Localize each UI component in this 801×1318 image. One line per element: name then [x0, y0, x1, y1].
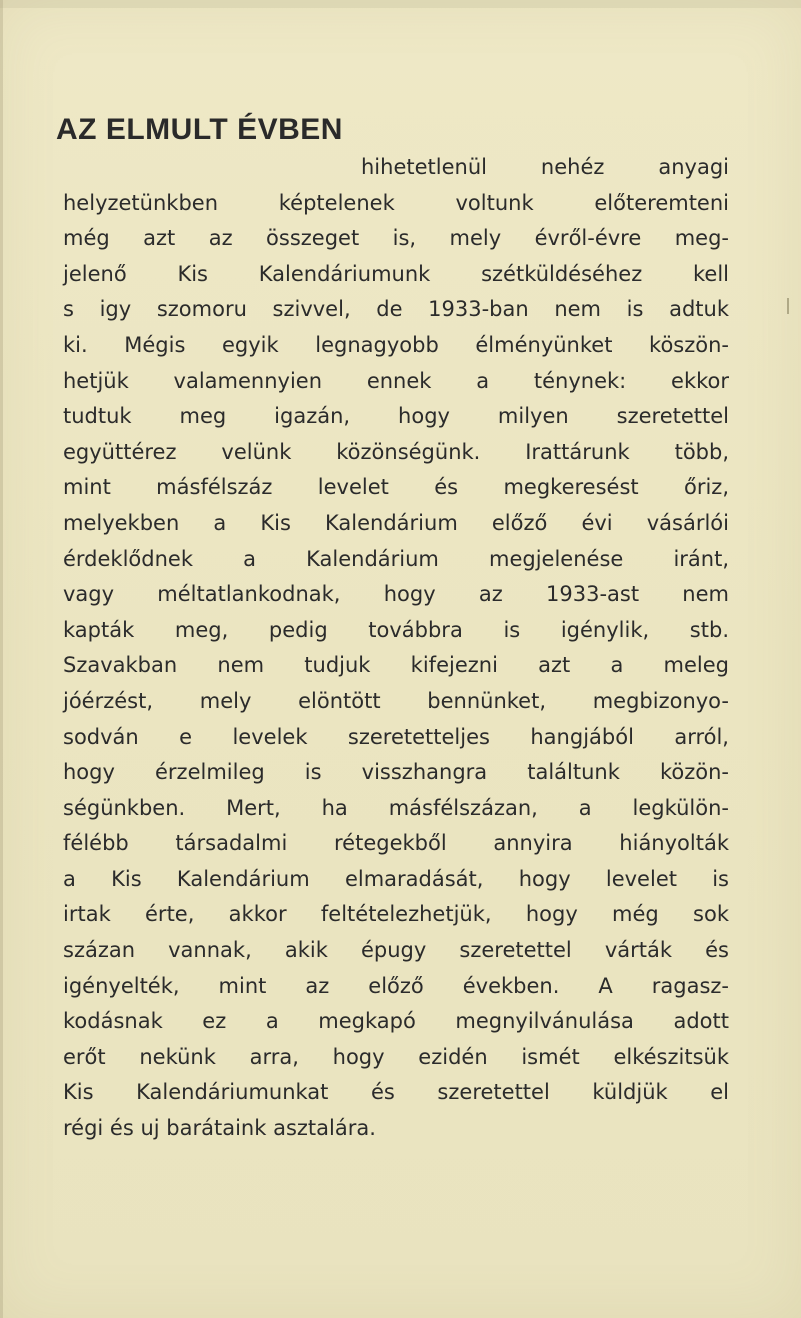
section-heading: AZ ELMULT ÉVBEN — [56, 113, 343, 146]
text-line: hihetetlenül nehéz anyagi — [361, 155, 729, 179]
text-line: ségünkben. Mert, ha másfélszázan, a legkülön- — [63, 795, 729, 820]
text-line: irtak érte, akkor feltételezhetjük, hogy még sok — [63, 902, 729, 927]
text-line: jelenő Kis Kalendáriumunk szétküldéséhez kell — [63, 261, 729, 286]
text-line: melyekben a Kis Kalendárium előző évi vásárlói — [63, 510, 729, 535]
text-line: félébb társadalmi rétegekből annyira hiányolták — [63, 831, 729, 856]
text-line: sodván e levelek szeretetteljes hangjából arról, — [63, 724, 729, 749]
text-line: hetjük valamennyien ennek a ténynek: ekkor — [63, 368, 729, 393]
text-line: még azt az összeget is, mely évről-évre meg- — [63, 226, 729, 251]
text-line: vagy méltatlankodnak, hogy az 1933-ast nem — [63, 582, 729, 607]
text-line: hogy érzelmileg is visszhangra találtunk közön- — [63, 760, 729, 785]
page-left-edge — [0, 0, 3, 1318]
text-line: jóérzést, mely elöntött bennünket, megbizonyo- — [63, 688, 729, 713]
text-line: helyzetünkben képtelenek voltunk előteremteni — [63, 190, 729, 215]
text-line: érdeklődnek a Kalendárium megjelenése iránt, — [63, 546, 729, 571]
text-line: ki. Mégis egyik legnagyobb élményünket köszön- — [63, 332, 729, 357]
text-line: régi és uj barátaink asztalára. — [63, 1116, 376, 1141]
text-line: együttérez velünk közönségünk. Irattárunk több, — [63, 439, 729, 464]
text-line: s igy szomoru szivvel, de 1933-ban nem is adtuk — [63, 297, 729, 322]
text-line: erőt nekünk arra, hogy ezidén ismét elkészitsük — [63, 1044, 729, 1069]
page-top-edge — [0, 0, 801, 8]
text-line: Kis Kalendáriumunkat és szeretettel küldjük el — [63, 1080, 729, 1105]
body-paragraph — [63, 150, 729, 1147]
text-line: Szavakban nem tudjuk kifejezni azt a meleg — [63, 653, 729, 678]
margin-mark — [787, 298, 789, 314]
text-line: százan vannak, akik épugy szeretettel várták és — [63, 938, 729, 963]
text-line: kapták meg, pedig továbbra is igénylik, stb. — [63, 617, 729, 642]
text-line: tudtuk meg igazán, hogy milyen szeretettel — [63, 404, 729, 429]
text-line: mint másfélszáz levelet és megkeresést őriz, — [63, 475, 729, 500]
text-line: kodásnak ez a megkapó megnyilvánulása adott — [63, 1009, 729, 1034]
text-line: igényelték, mint az előző években. A ragasz- — [63, 973, 729, 998]
text-line: a Kis Kalendárium elmaradását, hogy levelet is — [63, 866, 729, 891]
